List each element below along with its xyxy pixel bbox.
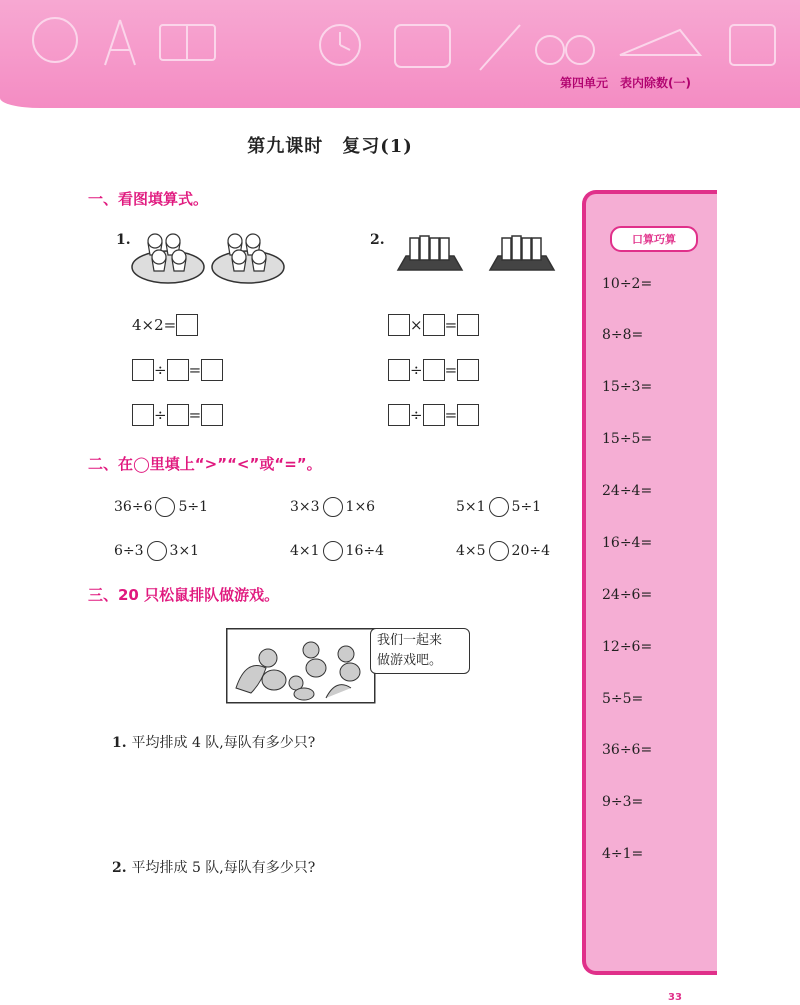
section-heading-3: 三、20 只松鼠排队做游戏。: [88, 586, 280, 604]
comparison-item: [456, 497, 541, 517]
compare-circle[interactable]: [323, 497, 343, 517]
comparison-left: 4×1: [290, 543, 320, 559]
comparison-item: [290, 541, 384, 561]
equation-2b: [388, 359, 479, 381]
item-number-1: 1.: [116, 232, 131, 248]
comparison-left: 4×5: [456, 543, 486, 559]
operator: =: [444, 406, 458, 424]
equation-2c: [388, 404, 479, 426]
comparison-right: 3×1: [169, 543, 200, 559]
comparison-right: 5÷1: [511, 499, 542, 515]
squirrels-illustration-icon: [226, 628, 376, 704]
speech-text: 我们一起来: [377, 633, 443, 648]
question-text: 平均排成 4 队,每队有多少只?: [131, 735, 316, 751]
cupcake-plates-icon: [130, 225, 290, 287]
question-2: [112, 857, 315, 877]
answer-box[interactable]: [167, 359, 189, 381]
equation-1b: [132, 359, 223, 381]
equation-2a: [388, 314, 479, 336]
answer-box[interactable]: [132, 404, 154, 426]
mental-math-item: 10÷2=: [602, 276, 653, 292]
answer-box[interactable]: [388, 404, 410, 426]
item-number-2: 2.: [370, 232, 385, 248]
mental-math-item: 4÷1=: [602, 846, 644, 862]
question-number: 1.: [112, 735, 127, 751]
speech-bubble: [370, 628, 470, 674]
operator: ÷: [154, 406, 167, 424]
comparison-left: 36÷6: [114, 499, 153, 515]
mental-math-item: 9÷3=: [602, 794, 644, 810]
unit-label: 第四单元 表内除数(一): [560, 76, 691, 90]
mental-math-item: 5÷5=: [602, 691, 644, 707]
comparison-item: [290, 497, 375, 517]
mental-math-sidebar: [582, 190, 717, 975]
question-number: 2.: [112, 860, 127, 876]
answer-box[interactable]: [388, 314, 410, 336]
mental-math-item: 24÷6=: [602, 587, 653, 603]
answer-box[interactable]: [132, 359, 154, 381]
answer-box[interactable]: [201, 359, 223, 381]
comparison-left: 3×3: [290, 499, 320, 515]
compare-circle[interactable]: [147, 541, 167, 561]
operator: ÷: [410, 406, 423, 424]
mental-math-item: 36÷6=: [602, 742, 653, 758]
section-heading-1: 一、看图填算式。: [88, 190, 209, 208]
compare-circle[interactable]: [323, 541, 343, 561]
answer-box[interactable]: [388, 359, 410, 381]
equation-1c: [132, 404, 223, 426]
mental-math-item: 15÷5=: [602, 431, 653, 447]
answer-box[interactable]: [423, 359, 445, 381]
page-number: 33: [668, 992, 682, 1003]
comparison-item: [456, 541, 550, 561]
comparison-left: 5×1: [456, 499, 486, 515]
operator: =: [444, 361, 458, 379]
compare-circle[interactable]: [489, 541, 509, 561]
section-heading-2: 二、在◯里填上“>”“<”或“=”。: [88, 455, 322, 473]
answer-box[interactable]: [201, 404, 223, 426]
mental-math-item: 8÷8=: [602, 327, 644, 343]
operator: =: [188, 406, 202, 424]
operator: ×: [410, 316, 423, 334]
speech-text: 做游戏吧。: [377, 653, 443, 668]
mental-math-item: 15÷3=: [602, 379, 653, 395]
operator: ÷: [154, 361, 167, 379]
question-1: [112, 732, 315, 752]
question-text: 平均排成 5 队,每队有多少只?: [131, 860, 316, 876]
comparison-left: 6÷3: [114, 543, 144, 559]
comparison-right: 1×6: [345, 499, 376, 515]
equation-text: 4×2=: [132, 316, 177, 334]
mental-math-item: 16÷4=: [602, 535, 653, 551]
operator: =: [444, 316, 458, 334]
answer-box[interactable]: [423, 314, 445, 336]
decorative-doodles-icon: [0, 0, 800, 108]
mental-math-item: 12÷6=: [602, 639, 653, 655]
compare-circle[interactable]: [489, 497, 509, 517]
answer-box[interactable]: [176, 314, 198, 336]
answer-box[interactable]: [167, 404, 189, 426]
sidebar-badge: 口算巧算: [610, 226, 698, 252]
equation-1a: [132, 314, 198, 336]
cup-trays-icon: [396, 226, 556, 274]
mental-math-item: 24÷4=: [602, 483, 653, 499]
comparison-item: [114, 541, 199, 561]
page-title: 第九课时 复习(1): [247, 136, 413, 157]
answer-box[interactable]: [423, 404, 445, 426]
answer-box[interactable]: [457, 404, 479, 426]
comparison-right: 20÷4: [511, 543, 550, 559]
header-banner: [0, 0, 800, 108]
operator: ÷: [410, 361, 423, 379]
answer-box[interactable]: [457, 314, 479, 336]
comparison-right: 5÷1: [178, 499, 208, 515]
comparison-right: 16÷4: [345, 543, 384, 559]
comparison-item: [114, 497, 208, 517]
compare-circle[interactable]: [155, 497, 175, 517]
operator: =: [188, 361, 202, 379]
answer-box[interactable]: [457, 359, 479, 381]
